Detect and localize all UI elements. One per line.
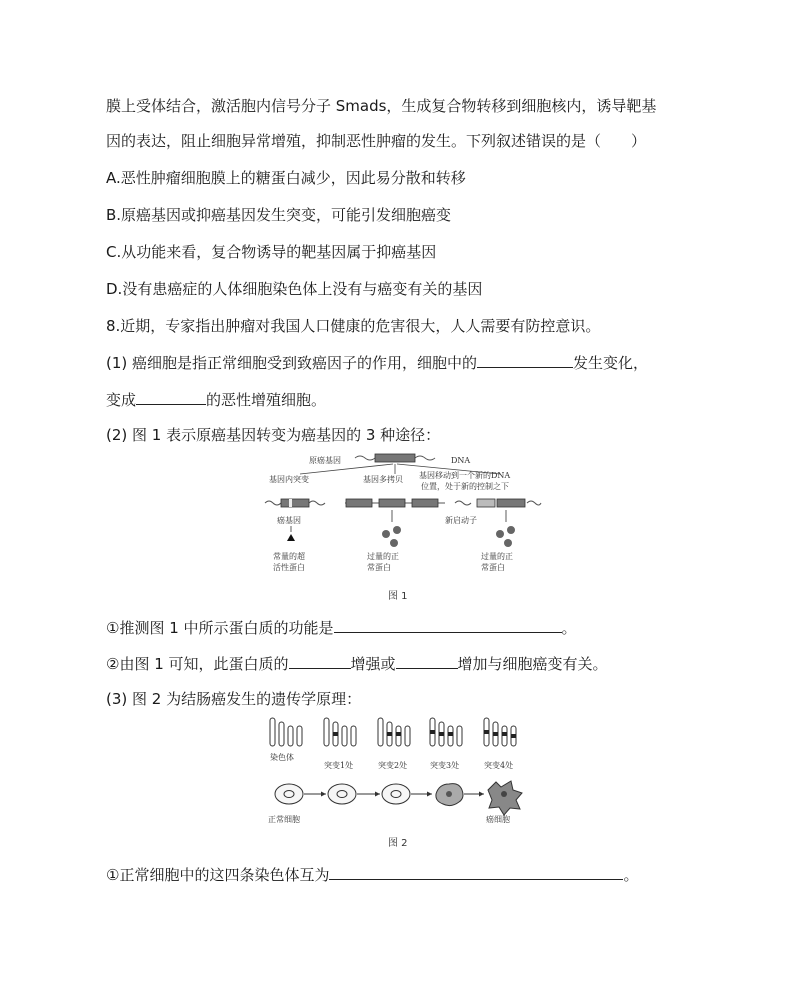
answer-blank-4[interactable] <box>289 652 351 669</box>
option-a: A.恶性肿瘤细胞膜上的糖蛋白减少，因此易分散和转移 <box>106 169 466 187</box>
translocated-gene <box>497 499 525 507</box>
fig1-result2-l2: 常蛋白 <box>367 563 391 572</box>
q8-part1-line2 <box>106 388 326 411</box>
figure-1-caption: 图 1 <box>388 591 408 602</box>
answer-blank-2[interactable] <box>136 388 206 405</box>
fig1-label-dna: DNA <box>451 456 471 465</box>
q8-part3-q1-end: 。 <box>623 866 639 884</box>
q8-part2-intro: (2) 图 1 表示原癌基因转变为癌基因的 3 种途径： <box>106 426 441 444</box>
chromosome-group-mutation-1 <box>324 718 356 746</box>
q8-part2-q2-text-a: ②由图 1 可知，此蛋白质的 <box>106 655 289 673</box>
chromosome-group-normal <box>270 718 302 746</box>
fig2-label-m4: 突变4处 <box>484 761 514 770</box>
question-8-stem: 8.近期，专家指出肿瘤对我国人口健康的危害很大，人人需要有防控意识。 <box>106 317 601 335</box>
protein-dot <box>507 526 515 534</box>
q8-part3-q1 <box>106 863 638 886</box>
question-text-line-2: 因的表达，阻止细胞异常增殖，抑制恶性肿瘤的发生。下列叙述错误的是（ ） <box>106 132 647 150</box>
cell-cancer <box>488 781 522 815</box>
chromosome-group-mutation-2 <box>378 718 410 746</box>
chromosome-group-mutation-4 <box>484 718 516 746</box>
proto-oncogene-gene <box>375 454 415 462</box>
protein-dot <box>393 526 401 534</box>
answer-blank-3[interactable] <box>334 616 562 633</box>
fig1-promoter-label: 新启动子 <box>445 516 477 525</box>
fig2-label-m3: 突变3处 <box>430 761 460 770</box>
q8-part1-text-c: 变成 <box>106 391 137 409</box>
cell-stage-1 <box>328 784 356 804</box>
q8-part2-q1-text: ①推测图 1 中所示蛋白质的功能是 <box>106 619 334 637</box>
protein-dot <box>382 530 390 538</box>
gene-copy-2 <box>379 499 405 507</box>
fig1-branch-translocation-1: 基因移动到一个新的DNA <box>419 471 511 480</box>
fig1-branch-mutation: 基因内突变 <box>269 475 309 484</box>
q8-part2-q2-text-c: 增加与细胞癌变有关。 <box>457 655 608 673</box>
protein-dot <box>496 530 504 538</box>
figure-1-diagram <box>255 450 545 582</box>
fig1-label-proto-oncogene: 原癌基因 <box>309 456 341 465</box>
fig1-result3-l2: 常蛋白 <box>481 563 505 572</box>
cell-stage-2 <box>382 784 410 804</box>
fig2-label-cancer-cell: 癌细胞 <box>486 815 510 824</box>
gene-copy-3 <box>412 499 438 507</box>
fig1-result1-l1: 常量的超 <box>273 552 305 561</box>
fig1-oncogene-label: 癌基因 <box>277 516 301 525</box>
fig2-label-chromosome: 染色体 <box>270 753 294 762</box>
q8-part2-q1-end: 。 <box>561 619 577 637</box>
fig2-label-m2: 突变2处 <box>378 761 408 770</box>
fig1-branch-amplification: 基因多拷贝 <box>363 475 403 484</box>
q8-part1-line1 <box>106 351 648 374</box>
gene-copy-1 <box>346 499 372 507</box>
fig1-result3-l1: 过量的正 <box>481 552 513 561</box>
q8-part1-text-a: (1) 癌细胞是指正常细胞受到致癌因子的作用，细胞中的 <box>106 354 478 372</box>
protein-dot <box>504 539 512 547</box>
answer-blank-5[interactable] <box>396 652 458 669</box>
q8-part1-text-b: 发生变化， <box>573 354 649 372</box>
q8-part2-q2-text-b: 增强或 <box>350 655 396 673</box>
answer-blank-6[interactable] <box>329 863 623 880</box>
option-c: C.从功能来看，复合物诱导的靶基因属于抑癌基因 <box>106 243 437 261</box>
answer-blank-1[interactable] <box>477 351 573 368</box>
q8-part1-text-d: 的恶性增殖细胞。 <box>206 391 327 409</box>
protein-dot <box>390 539 398 547</box>
fig1-branch-translocation-2: 位置，处于新的控制之下 <box>421 482 509 491</box>
question-text-line-1: 膜上受体结合，激活胞内信号分子 Smads，生成复合物转移到细胞核内，诱导靶基 <box>106 97 657 115</box>
q8-part2-q1 <box>106 616 577 639</box>
chromosome-group-mutation-3 <box>430 718 462 746</box>
q8-part3-intro: (3) 图 2 为结肠癌发生的遗传学原理： <box>106 690 362 708</box>
fig2-label-m1: 突变1处 <box>324 761 354 770</box>
cell-normal <box>275 784 303 804</box>
new-promoter <box>477 499 495 507</box>
fig2-label-normal-cell: 正常细胞 <box>268 815 300 824</box>
option-b: B.原癌基因或抑癌基因发生突变，可能引发细胞癌变 <box>106 206 452 224</box>
figure-2-diagram <box>262 716 534 828</box>
fig1-result1-l2: 活性蛋白 <box>273 563 305 572</box>
figure-2-caption: 图 2 <box>388 838 408 849</box>
q8-part3-q1-text: ①正常细胞中的这四条染色体互为 <box>106 866 330 884</box>
hyperactive-protein-triangle <box>287 534 295 541</box>
oncogene-mutated <box>281 499 309 507</box>
fig1-result2-l1: 过量的正 <box>367 552 399 561</box>
q8-part2-q2 <box>106 652 608 675</box>
option-d: D.没有患癌症的人体细胞染色体上没有与癌变有关的基因 <box>106 280 483 298</box>
